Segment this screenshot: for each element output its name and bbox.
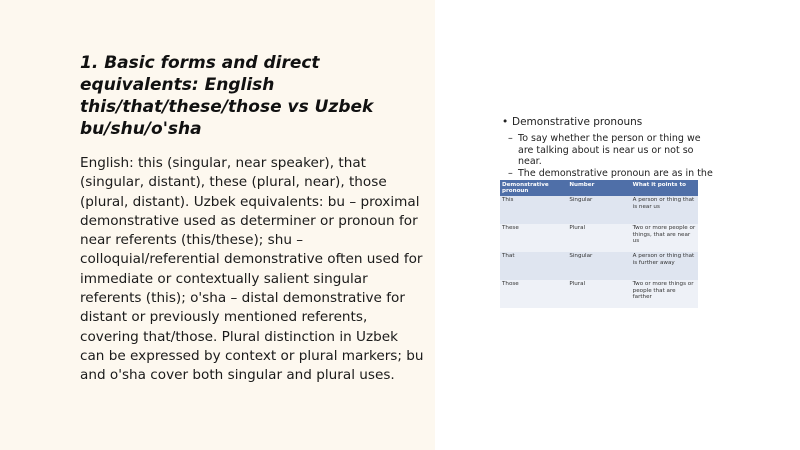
table-row — [500, 224, 698, 252]
table-cell: Plural — [567, 280, 630, 308]
table-row — [500, 252, 698, 280]
table-cell: Singular — [567, 252, 630, 280]
bullet-demonstrative-pronouns — [502, 116, 642, 128]
table-row — [500, 196, 698, 224]
table-row — [500, 280, 698, 308]
table-cell: Singular — [567, 196, 630, 224]
dash-marker: – — [508, 133, 513, 144]
sub-bullet — [508, 133, 713, 168]
table-header: What it points to — [631, 180, 698, 196]
table-header: Demonstrative pronoun — [500, 180, 567, 196]
table-header-row — [500, 180, 698, 196]
sub-bullet — [508, 168, 713, 180]
table-cell: Plural — [567, 224, 630, 252]
table-header: Number — [567, 180, 630, 196]
table-cell: This — [500, 196, 567, 224]
bullet-label: Demonstrative pronouns — [512, 116, 643, 128]
embedded-slide-image — [498, 114, 726, 300]
demonstrative-table — [500, 180, 698, 308]
dash-marker: – — [508, 168, 513, 179]
table-cell: Two or more things or people that are farther — [631, 280, 698, 308]
table-cell: A person or thing that is near us — [631, 196, 698, 224]
slide-body-text: English: this (singular, near speaker), that (singular, distant), these (plural, near), those (plural, distant). Uzbek equivalents: bu – proximal demonstrative used as determiner or pronoun for near referents (this/these); shu – colloquial/referential demonstrative often used for immediate or contextually salient singular referents (this); o'sha – distal demonstrative for distant or previously mentioned referents, covering that/those. Plural distinction in Uzbek can be expressed by context or plural markers; bu and o'sha cover both singular and plural uses. — [80, 155, 424, 384]
sub-bullet-text: The demonstrative pronoun are as in the — [518, 168, 713, 179]
table-cell: A person or thing that is further away — [631, 252, 698, 280]
table-cell: These — [500, 224, 567, 252]
table-cell: That — [500, 252, 567, 280]
table-cell: Those — [500, 280, 567, 308]
slide-title: 1. Basic forms and direct equivalents: English this/that/these/those vs Uzbek bu/shu/o'sha — [80, 53, 374, 139]
table-cell: Two or more people or things, that are near us — [631, 224, 698, 252]
sub-bullet-text: To say whether the person or thing we are talking about is near us or not so near. — [518, 133, 701, 167]
